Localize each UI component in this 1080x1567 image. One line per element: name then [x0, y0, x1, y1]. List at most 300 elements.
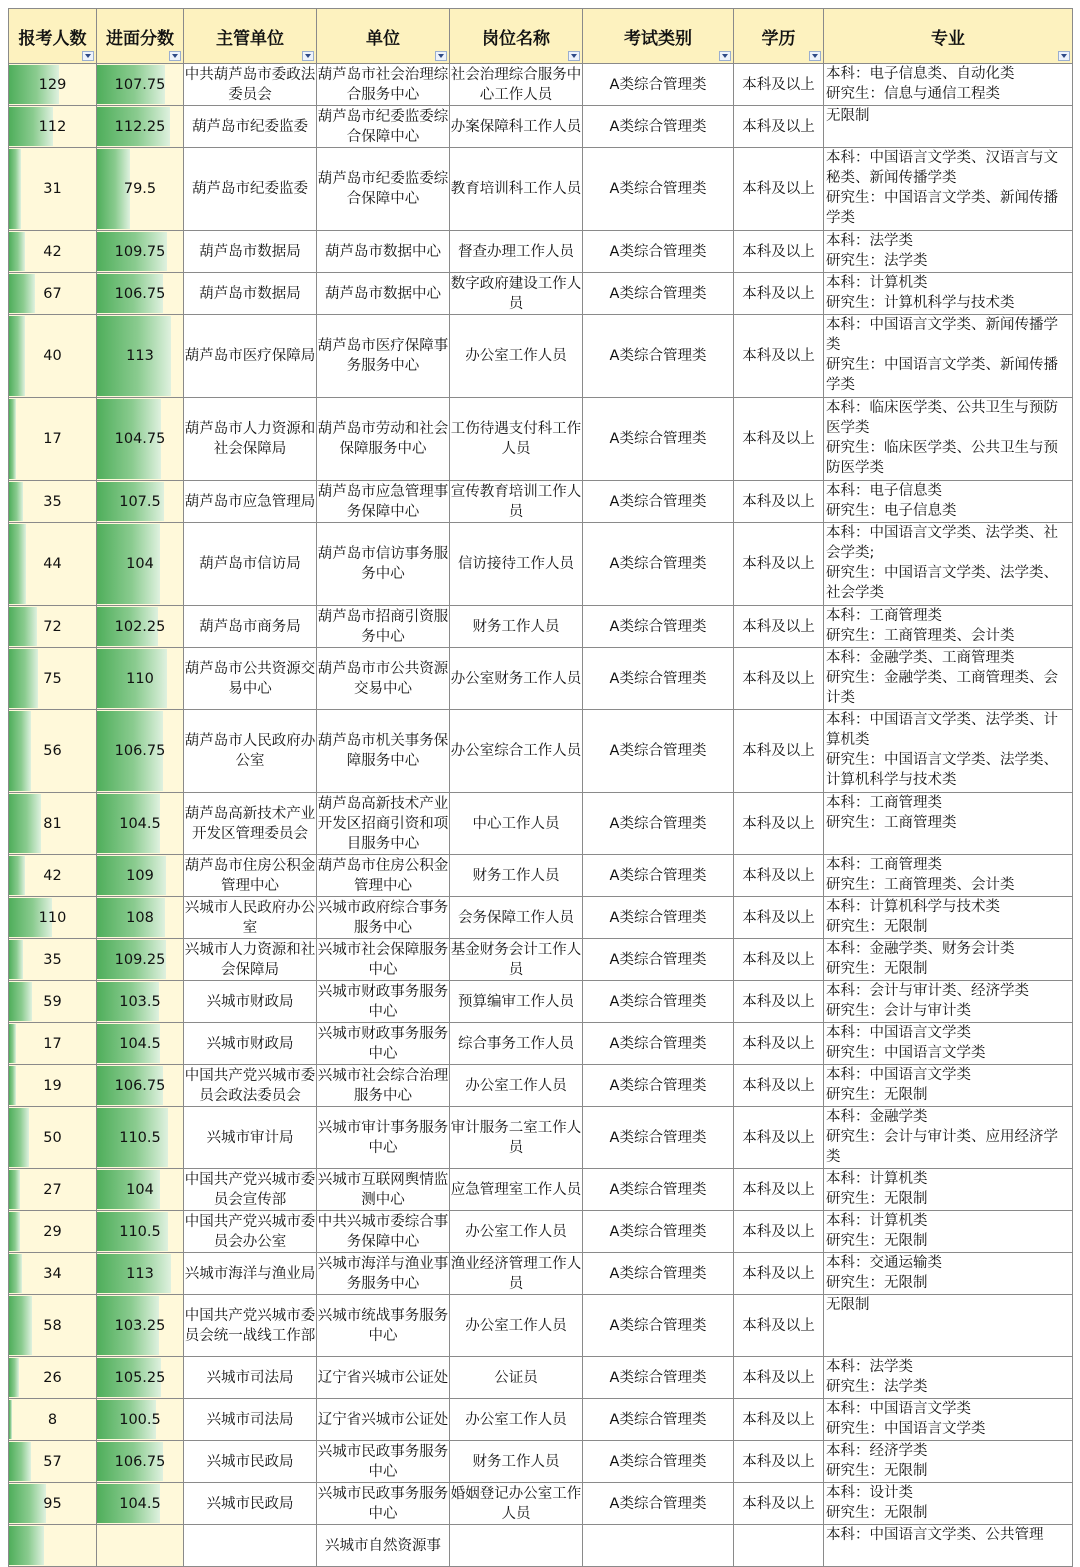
- applicants-cell[interactable]: [9, 710, 97, 793]
- edu-cell[interactable]: 本科及以上: [734, 1295, 824, 1357]
- major-cell[interactable]: 无限制: [824, 106, 1073, 148]
- dept-cell[interactable]: 中国共产党兴城市委员会办公室: [184, 1211, 317, 1253]
- major-cell[interactable]: 本科：经济学类 研究生：无限制: [824, 1441, 1073, 1483]
- table-row[interactable]: [9, 1441, 1073, 1483]
- edu-cell[interactable]: 本科及以上: [734, 398, 824, 481]
- score-cell[interactable]: [97, 897, 184, 939]
- dept-cell[interactable]: 兴城市财政局: [184, 1023, 317, 1065]
- edu-cell[interactable]: 本科及以上: [734, 648, 824, 710]
- exam-cell[interactable]: A类综合管理类: [583, 793, 734, 855]
- unit-cell[interactable]: 辽宁省兴城市公证处: [317, 1357, 450, 1399]
- dept-cell[interactable]: 葫芦岛市纪委监委: [184, 148, 317, 231]
- applicants-cell[interactable]: [9, 1525, 97, 1567]
- score-value: 105.25: [114, 1369, 166, 1386]
- dept-cell[interactable]: 兴城市人力资源和社会保障局: [184, 939, 317, 981]
- edu-cell[interactable]: 本科及以上: [734, 1065, 824, 1107]
- exam-cell[interactable]: A类综合管理类: [583, 1023, 734, 1065]
- dept-cell[interactable]: 葫芦岛市住房公积金管理中心: [184, 855, 317, 897]
- major-cell[interactable]: 本科：临床医学类、公共卫生与预防医学类 研究生：临床医学类、公共卫生与预防医学类: [824, 398, 1073, 481]
- data-bar: [9, 1400, 12, 1439]
- table-row[interactable]: [9, 1295, 1073, 1357]
- post-cell[interactable]: 会务保障工作人员: [450, 897, 583, 939]
- major-cell[interactable]: 本科：设计类 研究生：无限制: [824, 1483, 1073, 1525]
- applicants-cell[interactable]: [9, 1357, 97, 1399]
- unit-cell[interactable]: 葫芦岛市纪委监委综合保障中心: [317, 148, 450, 231]
- edu-cell[interactable]: 本科及以上: [734, 64, 824, 106]
- score-cell[interactable]: [97, 64, 184, 106]
- table-row[interactable]: [9, 710, 1073, 793]
- table-row[interactable]: [9, 273, 1073, 315]
- edu-cell[interactable]: 本科及以上: [734, 1023, 824, 1065]
- exam-cell[interactable]: A类综合管理类: [583, 1107, 734, 1169]
- post-cell[interactable]: 基金财务会计工作人员: [450, 939, 583, 981]
- applicants-cell[interactable]: [9, 1065, 97, 1107]
- major-cell[interactable]: 本科：电子信息类、自动化类 研究生：信息与通信工程类: [824, 64, 1073, 106]
- applicants-cell[interactable]: [9, 315, 97, 398]
- post-cell[interactable]: 渔业经济管理工作人员: [450, 1253, 583, 1295]
- unit-cell[interactable]: 葫芦岛市医疗保障事务服务中心: [317, 315, 450, 398]
- unit-cell[interactable]: 兴城市社会综合治理服务中心: [317, 1065, 450, 1107]
- score-cell[interactable]: [97, 855, 184, 897]
- exam-cell[interactable]: A类综合管理类: [583, 939, 734, 981]
- exam-cell[interactable]: A类综合管理类: [583, 398, 734, 481]
- data-bar: [9, 1526, 44, 1565]
- header-edu: [734, 9, 824, 64]
- exam-cell[interactable]: A类综合管理类: [583, 648, 734, 710]
- table-row[interactable]: [9, 855, 1073, 897]
- major-cell[interactable]: 本科：计算机类 研究生：无限制: [824, 1169, 1073, 1211]
- score-value: 104: [126, 556, 154, 572]
- post-cell[interactable]: 财务工作人员: [450, 1441, 583, 1483]
- table-body: [9, 64, 1073, 1567]
- score-value: 108: [126, 909, 154, 926]
- unit-cell[interactable]: 葫芦岛市住房公积金管理中心: [317, 855, 450, 897]
- table-row[interactable]: [9, 939, 1073, 981]
- unit-cell[interactable]: 兴城市民政事务服务中心: [317, 1483, 450, 1525]
- table-row[interactable]: [9, 64, 1073, 106]
- score-value: 100.5: [119, 1411, 161, 1428]
- major-cell[interactable]: 无限制: [824, 1295, 1073, 1357]
- dept-cell[interactable]: 葫芦岛市纪委监委: [184, 106, 317, 148]
- unit-cell[interactable]: 兴城市互联网舆情监测中心: [317, 1169, 450, 1211]
- major-cell[interactable]: 本科：计算机类 研究生：计算机科学与技术类: [824, 273, 1073, 315]
- unit-cell[interactable]: 葫芦岛市数据中心: [317, 231, 450, 273]
- major-cell[interactable]: 本科：中国语言文学类、法学类、计算机类 研究生：中国语言文学类、法学类、计算机科学与技术类: [824, 710, 1073, 793]
- exam-cell[interactable]: A类综合管理类: [583, 710, 734, 793]
- edu-cell[interactable]: 本科及以上: [734, 148, 824, 231]
- table-row[interactable]: [9, 315, 1073, 398]
- exam-cell[interactable]: A类综合管理类: [583, 273, 734, 315]
- score-value: 110: [126, 670, 154, 687]
- score-value: 79.5: [123, 181, 157, 197]
- applicants-cell[interactable]: [9, 1253, 97, 1295]
- table-row[interactable]: [9, 1483, 1073, 1525]
- major-cell[interactable]: 本科：法学类 研究生：法学类: [824, 1357, 1073, 1399]
- applicants-cell[interactable]: [9, 606, 97, 648]
- major-cell[interactable]: 本科：计算机类 研究生：无限制: [824, 1211, 1073, 1253]
- post-cell[interactable]: 中心工作人员: [450, 793, 583, 855]
- major-cell[interactable]: 本科：金融学类 研究生：会计与审计类、应用经济学类: [824, 1107, 1073, 1169]
- table-row[interactable]: [9, 1065, 1073, 1107]
- filter-dropdown-icon[interactable]: [1058, 51, 1070, 61]
- filter-dropdown-icon[interactable]: [82, 51, 94, 61]
- applicants-value: 56: [43, 743, 62, 759]
- applicants-cell[interactable]: [9, 273, 97, 315]
- major-cell[interactable]: 本科：中国语言文学类 研究生：无限制: [824, 1065, 1073, 1107]
- exam-cell[interactable]: A类综合管理类: [583, 1169, 734, 1211]
- post-cell[interactable]: [450, 1525, 583, 1567]
- unit-cell[interactable]: 兴城市财政事务服务中心: [317, 1023, 450, 1065]
- dept-cell[interactable]: 葫芦岛市数据局: [184, 231, 317, 273]
- edu-cell[interactable]: [734, 1525, 824, 1567]
- major-cell[interactable]: 本科：法学类 研究生：法学类: [824, 231, 1073, 273]
- dept-cell[interactable]: 中国共产党兴城市委员会统一战线工作部: [184, 1295, 317, 1357]
- applicants-cell[interactable]: [9, 148, 97, 231]
- edu-cell[interactable]: 本科及以上: [734, 523, 824, 606]
- table-row[interactable]: [9, 1525, 1073, 1567]
- filter-dropdown-icon[interactable]: [568, 51, 580, 61]
- filter-dropdown-icon[interactable]: [435, 51, 447, 61]
- post-cell[interactable]: 信访接待工作人员: [450, 523, 583, 606]
- filter-dropdown-icon[interactable]: [719, 51, 731, 61]
- dept-cell[interactable]: 兴城市审计局: [184, 1107, 317, 1169]
- score-cell[interactable]: [97, 1023, 184, 1065]
- post-cell[interactable]: 财务工作人员: [450, 606, 583, 648]
- applicants-cell[interactable]: [9, 855, 97, 897]
- major-cell[interactable]: 本科：中国语言文学类、法学类、社会学类; 研究生：中国语言文学类、法学类、社会学类: [824, 523, 1073, 606]
- data-bar: [9, 1108, 29, 1167]
- edu-cell[interactable]: 本科及以上: [734, 606, 824, 648]
- table-row[interactable]: [9, 1023, 1073, 1065]
- score-cell[interactable]: [97, 1441, 184, 1483]
- exam-cell[interactable]: A类综合管理类: [583, 1399, 734, 1441]
- unit-cell[interactable]: 葫芦岛市劳动和社会保障服务中心: [317, 398, 450, 481]
- exam-cell[interactable]: A类综合管理类: [583, 1253, 734, 1295]
- dept-cell[interactable]: 葫芦岛市公共资源交易中心: [184, 648, 317, 710]
- unit-cell[interactable]: 葫芦岛市数据中心: [317, 273, 450, 315]
- post-cell[interactable]: 办公室财务工作人员: [450, 648, 583, 710]
- post-cell[interactable]: 办公室工作人员: [450, 1065, 583, 1107]
- score-cell[interactable]: [97, 793, 184, 855]
- table-row[interactable]: [9, 606, 1073, 648]
- table-row[interactable]: [9, 148, 1073, 231]
- edu-cell[interactable]: 本科及以上: [734, 1399, 824, 1441]
- table-row[interactable]: [9, 398, 1073, 481]
- applicants-cell[interactable]: [9, 1399, 97, 1441]
- applicants-value: 112: [38, 118, 67, 135]
- exam-cell[interactable]: A类综合管理类: [583, 64, 734, 106]
- applicants-cell[interactable]: [9, 1295, 97, 1357]
- dept-cell[interactable]: 兴城市司法局: [184, 1357, 317, 1399]
- exam-cell[interactable]: A类综合管理类: [583, 148, 734, 231]
- exam-cell[interactable]: A类综合管理类: [583, 981, 734, 1023]
- score-cell[interactable]: [97, 939, 184, 981]
- applicants-cell[interactable]: [9, 897, 97, 939]
- dept-cell[interactable]: 葫芦岛市人民政府办公室: [184, 710, 317, 793]
- edu-cell[interactable]: 本科及以上: [734, 1107, 824, 1169]
- header-exam: [583, 9, 734, 64]
- applicants-cell[interactable]: [9, 1107, 97, 1169]
- score-cell[interactable]: [97, 106, 184, 148]
- post-cell[interactable]: 办公室工作人员: [450, 315, 583, 398]
- unit-cell[interactable]: 辽宁省兴城市公证处: [317, 1399, 450, 1441]
- edu-cell[interactable]: 本科及以上: [734, 106, 824, 148]
- score-cell[interactable]: [97, 1399, 184, 1441]
- applicants-value: 57: [43, 1453, 62, 1470]
- table-row[interactable]: [9, 523, 1073, 606]
- dept-cell[interactable]: 兴城市司法局: [184, 1399, 317, 1441]
- score-cell[interactable]: [97, 1065, 184, 1107]
- exam-cell[interactable]: A类综合管理类: [583, 231, 734, 273]
- score-value: 106.75: [114, 1077, 166, 1094]
- edu-cell[interactable]: 本科及以上: [734, 1253, 824, 1295]
- major-cell[interactable]: 本科：工商管理类 研究生：工商管理类、会计类: [824, 606, 1073, 648]
- dept-cell[interactable]: 葫芦岛市数据局: [184, 273, 317, 315]
- exam-cell[interactable]: A类综合管理类: [583, 1441, 734, 1483]
- edu-cell[interactable]: 本科及以上: [734, 1357, 824, 1399]
- edu-cell[interactable]: 本科及以上: [734, 231, 824, 273]
- dept-cell[interactable]: 兴城市民政局: [184, 1483, 317, 1525]
- dept-cell[interactable]: 葫芦岛高新技术产业开发区管理委员会: [184, 793, 317, 855]
- dept-cell[interactable]: 葫芦岛市信访局: [184, 523, 317, 606]
- score-cell[interactable]: [97, 648, 184, 710]
- applicants-cell[interactable]: [9, 481, 97, 523]
- exam-cell[interactable]: [583, 1525, 734, 1567]
- score-cell[interactable]: [97, 231, 184, 273]
- score-cell[interactable]: [97, 273, 184, 315]
- applicants-cell[interactable]: [9, 64, 97, 106]
- applicants-value: 42: [43, 243, 62, 260]
- score-cell[interactable]: [97, 710, 184, 793]
- post-cell[interactable]: 督查办理工作人员: [450, 231, 583, 273]
- score-value: 103.25: [114, 1317, 166, 1334]
- score-value: 113: [126, 348, 154, 364]
- table-row[interactable]: [9, 1357, 1073, 1399]
- dept-cell[interactable]: 兴城市海洋与渔业局: [184, 1253, 317, 1295]
- table-row[interactable]: [9, 648, 1073, 710]
- post-cell[interactable]: 预算编审工作人员: [450, 981, 583, 1023]
- applicants-cell[interactable]: [9, 648, 97, 710]
- major-cell[interactable]: 本科：金融学类、财务会计类 研究生：无限制: [824, 939, 1073, 981]
- exam-cell[interactable]: A类综合管理类: [583, 1357, 734, 1399]
- table-row[interactable]: [9, 1253, 1073, 1295]
- post-cell[interactable]: 办公室工作人员: [450, 1211, 583, 1253]
- post-cell[interactable]: 宣传教育培训工作人员: [450, 481, 583, 523]
- post-cell[interactable]: 社会治理综合服务中心工作人员: [450, 64, 583, 106]
- major-cell[interactable]: 本科：交通运输类 研究生：无限制: [824, 1253, 1073, 1295]
- spreadsheet-table: [8, 8, 1073, 1567]
- score-cell[interactable]: [97, 606, 184, 648]
- applicants-cell[interactable]: [9, 1441, 97, 1483]
- major-cell[interactable]: 本科：计算机科学与技术类 研究生：无限制: [824, 897, 1073, 939]
- major-cell[interactable]: 本科：中国语言文学类、汉语言与文秘类、新闻传播学类 研究生：中国语言文学类、新闻传播学类: [824, 148, 1073, 231]
- unit-cell[interactable]: 兴城市统战事务服务中心: [317, 1295, 450, 1357]
- edu-cell[interactable]: 本科及以上: [734, 793, 824, 855]
- unit-cell[interactable]: 葫芦岛市纪委监委综合保障中心: [317, 106, 450, 148]
- post-cell[interactable]: 工伤待遇支付科工作人员: [450, 398, 583, 481]
- table-row[interactable]: [9, 1107, 1073, 1169]
- exam-cell[interactable]: A类综合管理类: [583, 897, 734, 939]
- applicants-value: 129: [38, 76, 67, 93]
- exam-cell[interactable]: A类综合管理类: [583, 315, 734, 398]
- header-label: 进面分数: [106, 28, 174, 49]
- post-cell[interactable]: 财务工作人员: [450, 855, 583, 897]
- score-cell[interactable]: [97, 481, 184, 523]
- unit-cell[interactable]: 兴城市政府综合事务服务中心: [317, 897, 450, 939]
- unit-cell[interactable]: 兴城市财政事务服务中心: [317, 981, 450, 1023]
- applicants-cell[interactable]: [9, 981, 97, 1023]
- major-cell[interactable]: 本科：中国语言文学类 研究生：中国语言文学类: [824, 1023, 1073, 1065]
- post-cell[interactable]: 办案保障科工作人员: [450, 106, 583, 148]
- unit-cell[interactable]: 葫芦岛高新技术产业开发区招商引资和项目服务中心: [317, 793, 450, 855]
- dept-cell[interactable]: 中共葫芦岛市委政法委员会: [184, 64, 317, 106]
- table-row[interactable]: [9, 1399, 1073, 1441]
- dept-cell[interactable]: 中国共产党兴城市委员会宣传部: [184, 1169, 317, 1211]
- score-cell[interactable]: [97, 315, 184, 398]
- edu-cell[interactable]: 本科及以上: [734, 855, 824, 897]
- header-label: 报考人数: [18, 28, 87, 49]
- table-row[interactable]: [9, 981, 1073, 1023]
- post-cell[interactable]: 综合事务工作人员: [450, 1023, 583, 1065]
- score-cell[interactable]: [97, 1357, 184, 1399]
- dept-cell[interactable]: 兴城市民政局: [184, 1441, 317, 1483]
- dept-cell[interactable]: 兴城市财政局: [184, 981, 317, 1023]
- edu-cell[interactable]: 本科及以上: [734, 939, 824, 981]
- header-label: 岗位名称: [482, 28, 550, 49]
- dept-cell[interactable]: 兴城市人民政府办公室: [184, 897, 317, 939]
- table-row[interactable]: [9, 1169, 1073, 1211]
- applicants-cell[interactable]: [9, 523, 97, 606]
- exam-cell[interactable]: A类综合管理类: [583, 1211, 734, 1253]
- edu-cell[interactable]: 本科及以上: [734, 315, 824, 398]
- edu-cell[interactable]: 本科及以上: [734, 897, 824, 939]
- score-cell[interactable]: [97, 1211, 184, 1253]
- table-row[interactable]: [9, 231, 1073, 273]
- unit-cell[interactable]: 兴城市自然资源事: [317, 1525, 450, 1567]
- post-cell[interactable]: 教育培训科工作人员: [450, 148, 583, 231]
- major-cell[interactable]: 本科：中国语言文学类 研究生：中国语言文学类: [824, 1399, 1073, 1441]
- unit-cell[interactable]: 兴城市海洋与渔业事务服务中心: [317, 1253, 450, 1295]
- applicants-value: 31: [43, 181, 62, 197]
- unit-cell[interactable]: 葫芦岛市招商引资服务中心: [317, 606, 450, 648]
- exam-cell[interactable]: A类综合管理类: [583, 855, 734, 897]
- score-cell[interactable]: [97, 981, 184, 1023]
- unit-cell[interactable]: 中共兴城市委综合事务保障中心: [317, 1211, 450, 1253]
- table-row[interactable]: [9, 106, 1073, 148]
- major-cell[interactable]: 本科：金融学类、工商管理类 研究生：金融学类、工商管理类、会计类: [824, 648, 1073, 710]
- unit-cell[interactable]: 葫芦岛市信访事务服务中心: [317, 523, 450, 606]
- applicants-cell[interactable]: [9, 1211, 97, 1253]
- header-score: [97, 9, 184, 64]
- data-bar: [9, 1296, 32, 1355]
- edu-cell[interactable]: 本科及以上: [734, 1483, 824, 1525]
- dept-cell[interactable]: 葫芦岛市商务局: [184, 606, 317, 648]
- major-cell[interactable]: 本科：中国语言文学类、公共管理: [824, 1525, 1073, 1567]
- applicants-cell[interactable]: [9, 398, 97, 481]
- score-cell[interactable]: [97, 1107, 184, 1169]
- table-row[interactable]: [9, 897, 1073, 939]
- unit-cell[interactable]: 葫芦岛市市公共资源交易中心: [317, 648, 450, 710]
- exam-cell[interactable]: A类综合管理类: [583, 481, 734, 523]
- dept-cell[interactable]: [184, 1525, 317, 1567]
- score-cell[interactable]: [97, 1525, 184, 1567]
- applicants-value: 17: [43, 1035, 62, 1052]
- exam-cell[interactable]: A类综合管理类: [583, 523, 734, 606]
- edu-cell[interactable]: 本科及以上: [734, 710, 824, 793]
- edu-cell[interactable]: 本科及以上: [734, 1441, 824, 1483]
- score-cell[interactable]: [97, 1253, 184, 1295]
- table-row[interactable]: [9, 793, 1073, 855]
- table-row[interactable]: [9, 481, 1073, 523]
- score-cell[interactable]: [97, 1483, 184, 1525]
- applicants-value: 59: [43, 993, 62, 1010]
- data-bar: [9, 794, 41, 853]
- filter-dropdown-icon[interactable]: [809, 51, 821, 61]
- applicants-cell[interactable]: [9, 231, 97, 273]
- exam-cell[interactable]: A类综合管理类: [583, 1483, 734, 1525]
- exam-cell[interactable]: A类综合管理类: [583, 106, 734, 148]
- unit-cell[interactable]: 葫芦岛市机关事务保障服务中心: [317, 710, 450, 793]
- post-cell[interactable]: 办公室工作人员: [450, 1399, 583, 1441]
- edu-cell[interactable]: 本科及以上: [734, 1169, 824, 1211]
- score-cell[interactable]: [97, 148, 184, 231]
- major-cell[interactable]: 本科：电子信息类 研究生：电子信息类: [824, 481, 1073, 523]
- edu-cell[interactable]: 本科及以上: [734, 1211, 824, 1253]
- score-cell[interactable]: [97, 398, 184, 481]
- score-cell[interactable]: [97, 523, 184, 606]
- applicants-cell[interactable]: [9, 939, 97, 981]
- dept-cell[interactable]: 葫芦岛市应急管理局: [184, 481, 317, 523]
- exam-cell[interactable]: A类综合管理类: [583, 1295, 734, 1357]
- post-cell[interactable]: 应急管理室工作人员: [450, 1169, 583, 1211]
- dept-cell[interactable]: 葫芦岛市人力资源和社会保障局: [184, 398, 317, 481]
- edu-cell[interactable]: 本科及以上: [734, 481, 824, 523]
- filter-dropdown-icon[interactable]: [302, 51, 314, 61]
- filter-dropdown-icon[interactable]: [169, 51, 181, 61]
- header-dept: [184, 9, 317, 64]
- unit-cell[interactable]: 兴城市民政事务服务中心: [317, 1441, 450, 1483]
- exam-cell[interactable]: A类综合管理类: [583, 1065, 734, 1107]
- exam-cell[interactable]: A类综合管理类: [583, 606, 734, 648]
- applicants-cell[interactable]: [9, 1483, 97, 1525]
- unit-cell[interactable]: 兴城市社会保障服务中心: [317, 939, 450, 981]
- dept-cell[interactable]: 中国共产党兴城市委员会政法委员会: [184, 1065, 317, 1107]
- edu-cell[interactable]: 本科及以上: [734, 981, 824, 1023]
- unit-cell[interactable]: 葫芦岛市应急管理事务保障中心: [317, 481, 450, 523]
- applicants-cell[interactable]: [9, 106, 97, 148]
- applicants-cell[interactable]: [9, 793, 97, 855]
- post-cell[interactable]: 婚姻登记办公室工作人员: [450, 1483, 583, 1525]
- post-cell[interactable]: 公证员: [450, 1357, 583, 1399]
- major-cell[interactable]: 本科：工商管理类 研究生：工商管理类: [824, 793, 1073, 855]
- unit-cell[interactable]: 兴城市审计事务服务中心: [317, 1107, 450, 1169]
- edu-cell[interactable]: 本科及以上: [734, 273, 824, 315]
- post-cell[interactable]: 数字政府建设工作人员: [450, 273, 583, 315]
- applicants-cell[interactable]: [9, 1023, 97, 1065]
- post-cell[interactable]: 审计服务二室工作人员: [450, 1107, 583, 1169]
- unit-cell[interactable]: 葫芦岛市社会治理综合服务中心: [317, 64, 450, 106]
- dept-cell[interactable]: 葫芦岛市医疗保障局: [184, 315, 317, 398]
- post-cell[interactable]: 办公室工作人员: [450, 1295, 583, 1357]
- score-cell[interactable]: [97, 1295, 184, 1357]
- table-row[interactable]: [9, 1211, 1073, 1253]
- major-cell[interactable]: 本科：会计与审计类、经济学类 研究生：会计与审计类: [824, 981, 1073, 1023]
- post-cell[interactable]: 办公室综合工作人员: [450, 710, 583, 793]
- major-cell[interactable]: 本科：中国语言文学类、新闻传播学类 研究生：中国语言文学类、新闻传播学类: [824, 315, 1073, 398]
- score-cell[interactable]: [97, 1169, 184, 1211]
- applicants-cell[interactable]: [9, 1169, 97, 1211]
- major-cell[interactable]: 本科：工商管理类 研究生：工商管理类、会计类: [824, 855, 1073, 897]
